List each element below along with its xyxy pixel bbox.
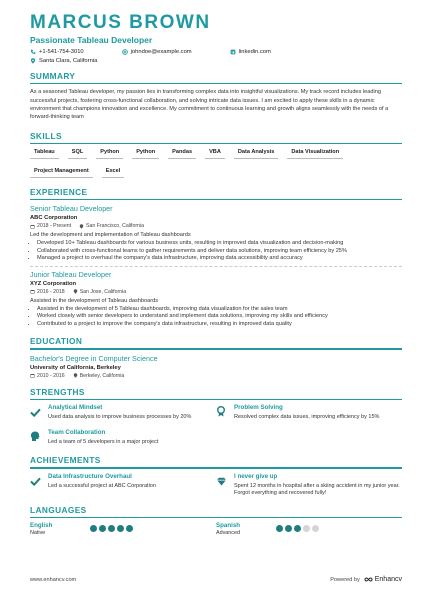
job-bullet: • Managed a project to overhaul the company's data infrastructure, improving data accessibility and accuracy [37,255,402,263]
location-pin-icon [79,224,84,229]
job-description: Led the development and implementation of Tableau dashboards [30,232,191,239]
check-icon [30,408,41,417]
skills-heading: SKILLS [30,130,62,141]
contact-phone[interactable] [30,49,84,55]
languages-list [30,522,402,536]
language-rating [276,525,321,532]
contact-email[interactable] [122,49,192,55]
education-meta [30,373,402,379]
skill-tag: Python [132,148,159,159]
candidate-name: MARCUS BROWN [30,12,211,33]
location-pin-icon [73,289,78,294]
summary-heading: SUMMARY [30,71,76,81]
job-role: Senior Tableau Developer [30,204,113,214]
location-pin-icon [73,373,78,378]
head-icon [30,431,40,442]
rating-dot-filled [117,525,124,532]
summary-text: As a seasoned Tableau developer, my passion lies in transforming complex data into insightful visualizations. My track record includes leading successful projects, fostering cross-functional collaboration, and solving intricate data issues. I am excited to apply these skills in a dynamic environment that champions innovation and excellence. My commitment to continuous learning and growth aligns seamlessly with the needs of a forward-thinking team [30,89,389,121]
enhancv-logo-text: Enhancv [374,576,402,583]
rating-dot-filled [99,525,106,532]
achievement-title: Data Infrastructure Overhaul [48,472,132,480]
job-bullet: • Contributed to a project to improve the company's data infrastructure, resulting in improved data quality [37,321,402,329]
experience-divider [30,199,402,200]
entry-divider [30,266,402,267]
achievement-item [30,473,216,497]
job-bullets [30,240,402,263]
job-dates: 2018 - Present [37,223,72,230]
job-bullets [30,306,402,329]
education-dates: 2010 - 2016 [37,372,65,379]
job-bullet: • Developed 10+ Tableau dashboards for various business units, resulting in improved data visualization and decision-making [37,240,402,248]
location-text: Santa Clara, California [39,58,98,64]
job-meta [30,223,402,229]
calendar-icon [30,224,35,229]
strengths-heading: STRENGTHS [30,386,85,397]
medal-icon [216,406,226,417]
rating-dot-empty [303,525,310,532]
job-company: XYZ Corporation [30,280,77,287]
skill-tag: Data Visualization [287,148,343,159]
degree: Bachelor's Degree in Computer Science [30,353,158,363]
achievements-heading: ACHIEVEMENTS [30,455,101,466]
phone-text: +1-541-754-3010 [39,49,84,55]
experience-heading: EXPERIENCE [30,186,88,197]
achievement-text: Spent 12 months in hospital after a skiing accident in my junior year. Forgot everything and recovered fully! [234,482,400,496]
enhancv-logo-icon [364,576,373,583]
achievements-grid [30,473,402,504]
achievement-text: Led a successful project at ABC Corporation [48,482,156,489]
email-text: johndoe@example.com [130,49,192,55]
school: University of California, Berkeley [30,364,121,371]
languages-divider [30,517,402,518]
skills-divider [30,143,402,144]
rating-dot-filled [285,525,292,532]
job-role: Junior Tableau Developer [30,269,112,279]
language-rating [90,525,135,532]
footer-brand [330,576,402,583]
rating-dot-filled [108,525,115,532]
calendar-icon [30,289,35,294]
language-name: English [30,521,53,529]
strength-title: Analytical Mindset [48,404,103,412]
strengths-grid [30,404,402,454]
education-divider [30,348,402,349]
linkedin-text: linkedin.com [238,49,271,55]
job-bullet: • Assisted in the development of 5 Tableau dashboards, improving data visualization for the sales team [37,306,402,314]
skill-tag: Data Analysis [234,148,278,159]
strength-item [30,429,216,447]
check-icon [30,477,41,486]
job-location: San Jose, California [79,288,127,295]
achievement-title: I never give up [234,472,278,480]
contact-location [30,58,97,64]
footer-url[interactable]: www.enhancv.com [30,576,77,583]
language-item [30,522,216,536]
languages-heading: LANGUAGES [30,504,87,515]
contact-linkedin[interactable] [230,49,271,55]
job-company: ABC Corporation [30,215,78,222]
rating-dot-filled [276,525,283,532]
skill-tag: VBA [205,148,225,159]
rating-dot-filled [294,525,301,532]
education-location: Berkeley, California [79,372,125,379]
job-entry [30,270,402,329]
strength-text: Led a team of 5 developers in a major project [48,439,159,446]
rating-dot-filled [126,525,133,532]
strength-text: Resolved complex data issues, improving efficiency by 15% [234,414,380,421]
skill-tag: Pandas [168,148,196,159]
link-icon [230,49,236,55]
language-level: Advanced [216,529,240,536]
powered-by-text: Powered by [330,576,360,583]
strengths-divider [30,399,402,400]
skill-tag: Tableau [30,148,59,159]
strength-title: Problem Solving [234,404,283,412]
job-description: Assisted in the development of Tableau dashboards [30,297,159,304]
job-bullet: • Collaborated with cross-functional teams to gather requirements and deliver data solutions, improving team efficiency by 25% [37,248,402,256]
summary-divider [30,83,402,84]
achievement-item [216,473,402,497]
skill-tag: SQL [68,148,88,159]
strength-item [30,404,216,422]
skills-list [30,148,402,186]
education-heading: EDUCATION [30,336,83,347]
rating-dot-filled [90,525,97,532]
diamond-icon [216,477,227,486]
candidate-title: Passionate Tableau Developer [30,35,153,45]
strength-text: Used data analysis to improve business processes by 20% [48,414,192,421]
job-location: San Francisco, California [86,223,144,230]
at-icon [122,49,128,55]
skill-tag: Python [96,148,123,159]
language-name: Spanish [216,521,241,529]
job-bullet: • Worked closely with senior developers to understand and implement data solutions, improving my skills and efficiency [37,313,402,321]
skill-tag: Project Management [30,167,93,178]
strength-item [216,404,402,422]
job-dates: 2016 - 2018 [37,288,65,295]
job-entry [30,204,402,263]
resume-page [30,12,402,536]
contact-info [30,49,402,67]
phone-icon [30,49,36,55]
job-meta [30,289,402,295]
strength-title: Team Collaboration [48,429,106,437]
footer [30,576,402,583]
language-level: Native [30,529,46,536]
calendar-icon [30,373,35,378]
language-item [216,522,402,536]
enhancv-logo[interactable] [364,576,402,583]
skill-tag: Excel [102,167,125,178]
rating-dot-empty [312,525,319,532]
location-pin-icon [30,58,36,64]
achievements-divider [30,467,402,468]
